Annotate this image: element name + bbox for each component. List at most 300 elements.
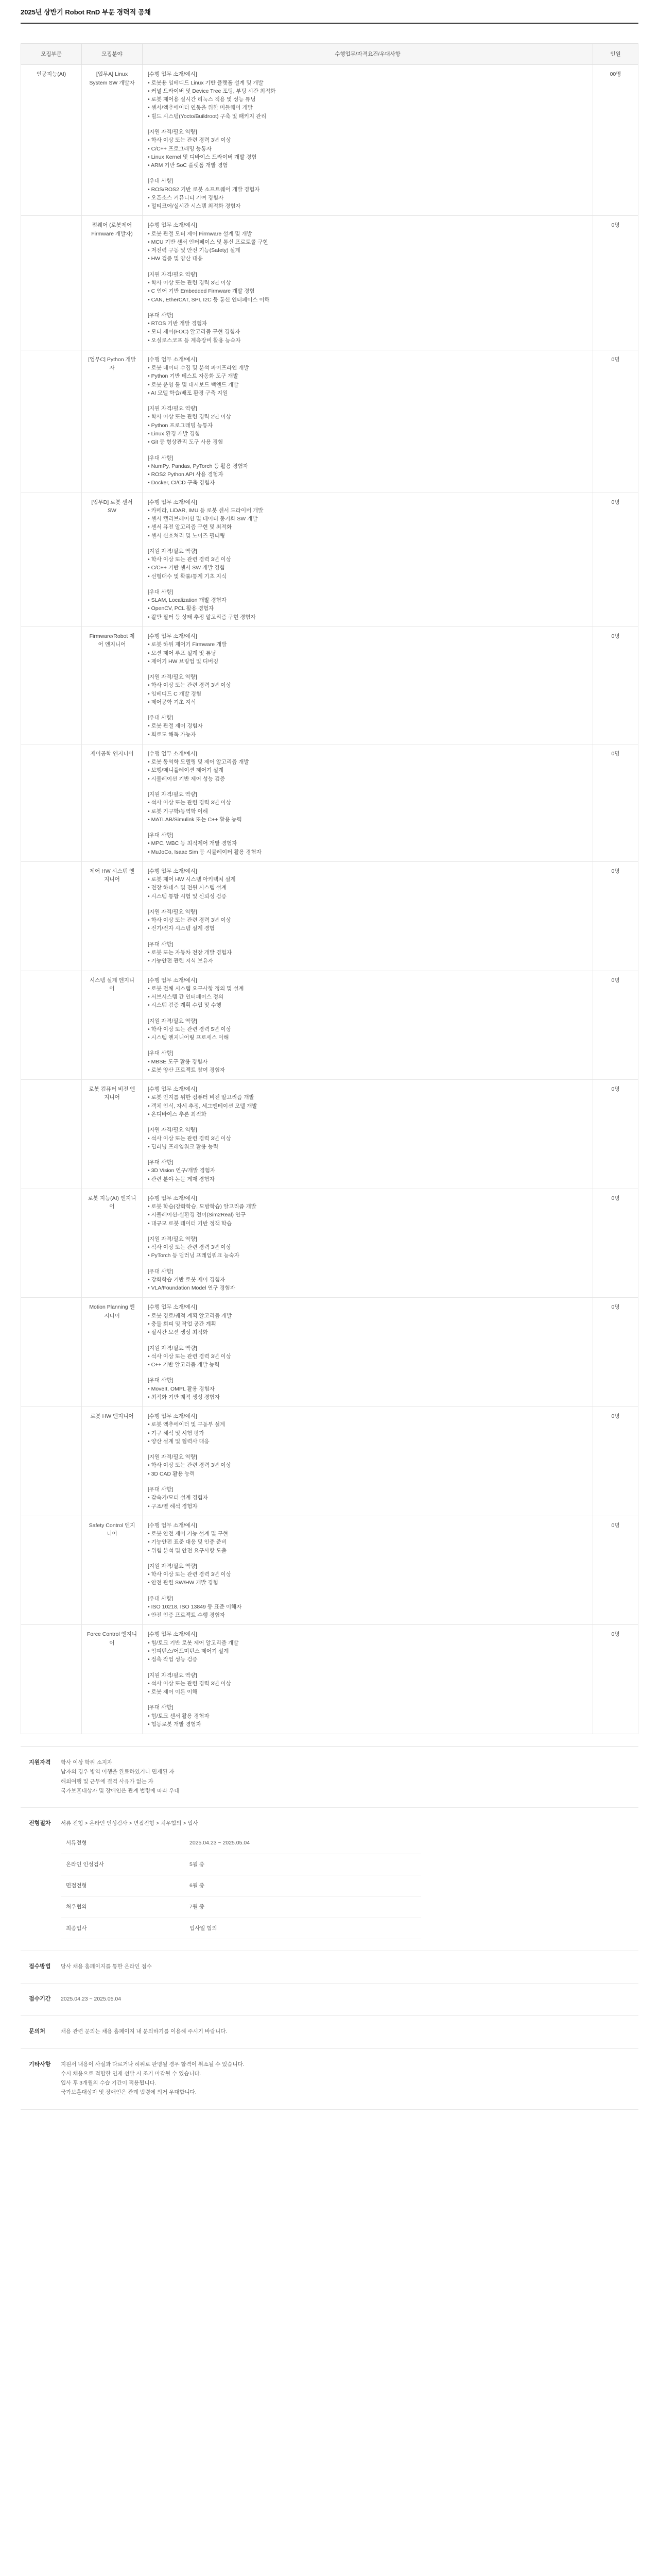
description-line: • 로봇 학습(강화학습, 모방학습) 알고리즘 개발 xyxy=(148,1204,256,1210)
process-schedule: 2025.04.23 ~ 2025.05.04 xyxy=(184,1833,421,1854)
section-line: 남자의 경우 병역 이행을 완료하였거나 면제된 자 xyxy=(61,1769,175,1775)
job-table-body xyxy=(21,65,638,1734)
description-line: • 로봇 제어 이론 이해 xyxy=(148,1689,198,1696)
description-line: • C 언어 기반 Embedded Firmware 개발 경험 xyxy=(148,288,255,295)
cell-job: 로봇 HW 엔지니어 xyxy=(82,1407,143,1516)
process-schedule: 6월 중 xyxy=(184,1875,421,1896)
description-line: • Linux Kernel 및 디바이스 드라이버 개발 경험 xyxy=(148,154,257,160)
section-period xyxy=(21,1984,638,2016)
section-label: 접수방법 xyxy=(29,1963,51,1970)
description-line: • 실시간 모션 생성 최적화 xyxy=(148,1329,208,1336)
description-line: [지원 자격/필요 역량] xyxy=(148,1127,197,1133)
process-flow: 서류 전형 > 온라인 인성검사 > 면접전형 > 처우협의 > 입사 xyxy=(61,1820,198,1827)
description-line: • 로봇 기구학/동역학 이해 xyxy=(148,808,208,815)
description-line: [우대 사항] xyxy=(148,1159,174,1166)
description-line: • MuJoCo, Isaac Sim 등 시뮬레이터 활용 경험자 xyxy=(148,849,262,855)
description-line: • 로봇 제어 HW 시스템 아키텍처 설계 xyxy=(148,876,236,883)
table-row xyxy=(21,861,638,971)
description-line: • 센서 신호처리 및 노이즈 필터링 xyxy=(148,532,226,539)
description-line: [지원 자격/필요 역량] xyxy=(148,1672,197,1679)
table-row xyxy=(21,1625,638,1734)
description-line: [수행 업무 소개/예시] xyxy=(148,1304,197,1311)
description-line: • MATLAB/Simulink 또는 C++ 활용 능력 xyxy=(148,816,242,823)
description-line: [수행 업무 소개/예시] xyxy=(148,71,197,78)
table-row xyxy=(21,1407,638,1516)
cell-category xyxy=(21,971,82,1080)
description-line: • NumPy, Pandas, PyTorch 등 활용 경험자 xyxy=(148,463,249,469)
description-line: • 학사 이상 또는 관련 경력 3년 이상 xyxy=(148,279,231,286)
cell-job: Firmware/Robot 제어 엔지니어 xyxy=(82,627,143,744)
description-line: • 로봇 인지를 위한 컴퓨터 비전 알고리즘 개발 xyxy=(148,1094,254,1101)
description-line: • 보행/매니퓰레이션 제어기 설계 xyxy=(148,767,224,774)
process-step: 서류전형 xyxy=(61,1833,184,1854)
description-line xyxy=(148,1151,587,1158)
cell-category xyxy=(21,627,82,744)
process-row xyxy=(61,1918,421,1939)
section-label: 전형절차 xyxy=(29,1820,51,1827)
description-line: • 충돌 회피 및 작업 공간 계획 xyxy=(148,1321,216,1328)
cell-description xyxy=(143,627,593,744)
description-line: • 로봇용 임베디드 Linux 기반 플랫폼 설계 및 개발 xyxy=(148,79,264,86)
cell-category xyxy=(21,1080,82,1189)
description-line xyxy=(148,121,587,128)
description-line: • 객체 인식, 자세 추정, 세그멘테이션 모델 개발 xyxy=(148,1103,257,1109)
description-line: [우대 사항] xyxy=(148,1377,174,1384)
description-line: • 로봇 액추에이터 및 구동부 설계 xyxy=(148,1421,226,1428)
description-line xyxy=(148,1587,587,1595)
description-line: • 커널 드라이버 및 Device Tree 포팅, 부팅 시간 최적화 xyxy=(148,88,276,94)
cell-description xyxy=(143,861,593,971)
description-line: [우대 사항] xyxy=(148,1486,174,1493)
description-line: • 카메라, LiDAR, IMU 등 로봇 센서 드라이버 개발 xyxy=(148,507,264,514)
description-line: • 로봇 관절 모터 제어 Firmware 설계 및 개발 xyxy=(148,230,252,237)
description-line: • C/C++ 기반 센서 SW 개발 경험 xyxy=(148,565,225,571)
description-line: • 힘/토크 기반 로봇 제어 알고리즘 개발 xyxy=(148,1639,239,1646)
cell-description xyxy=(143,1298,593,1407)
description-line xyxy=(148,706,587,714)
description-line: • 석사 이상 또는 관련 경력 3년 이상 xyxy=(148,800,231,806)
description-line: • HW 검증 및 양산 대응 xyxy=(148,256,203,262)
section-body xyxy=(61,2060,638,2098)
description-line: [수행 업무 소개/예시] xyxy=(148,356,197,363)
description-line xyxy=(148,933,587,940)
cell-headcount: 0명 xyxy=(593,1407,638,1516)
description-line: • 학사 이상 또는 관련 경력 3년 이상 xyxy=(148,1571,231,1578)
description-line: • 로봇 동역학 모델링 및 제어 알고리즘 개발 xyxy=(148,759,249,766)
description-line xyxy=(148,1478,587,1485)
description-line: • 석사 이상 또는 관련 경력 3년 이상 xyxy=(148,1135,231,1142)
description-line: • 로봇 관절 제어 경험자 xyxy=(148,723,203,730)
description-line xyxy=(148,1228,587,1235)
description-line: • 로봇 경로/궤적 계획 알고리즘 개발 xyxy=(148,1312,232,1319)
cell-headcount: 0명 xyxy=(593,627,638,744)
cell-job: 제어공학 엔지니어 xyxy=(82,744,143,861)
section-body xyxy=(61,1962,638,1972)
section-line: 채용 관련 문의는 채용 홈페이지 내 문의하기를 이용해 주시기 바랍니다. xyxy=(61,2028,228,2035)
description-line: [우대 사항] xyxy=(148,588,174,595)
description-line: • 강화학습 기반 로봇 제어 경험자 xyxy=(148,1276,226,1283)
description-line xyxy=(148,397,587,404)
description-line xyxy=(148,1010,587,1017)
description-line: [수행 업무 소개/예시] xyxy=(148,499,197,505)
cell-category xyxy=(21,350,82,493)
description-line: [지원 자격/필요 역량] xyxy=(148,548,197,554)
section-line: 당사 채용 홈페이지를 통한 온라인 접수 xyxy=(61,1963,152,1970)
process-schedule: 7월 중 xyxy=(184,1896,421,1918)
section-body xyxy=(61,1758,638,1796)
description-line xyxy=(148,1118,587,1126)
description-line: • 3D CAD 활용 능력 xyxy=(148,1470,195,1477)
description-line: [수행 업무 소개/예시] xyxy=(148,1413,197,1420)
description-line: [우대 사항] xyxy=(148,715,174,721)
section-label: 지원자격 xyxy=(29,1759,51,1766)
description-line: • 서브시스템 간 인터페이스 정의 xyxy=(148,994,224,1001)
description-line: • 구조/열 해석 경험자 xyxy=(148,1503,198,1510)
description-line: • 모터 제어(FOC) 알고리즘 구현 경험자 xyxy=(148,329,240,335)
description-line: [우대 사항] xyxy=(148,1704,174,1711)
cell-description xyxy=(143,65,593,216)
description-line: • MPC, WBC 등 최적제어 개발 경험자 xyxy=(148,840,237,847)
process-schedule: 입사일 협의 xyxy=(184,1918,421,1939)
description-line: [수행 업무 소개/예시] xyxy=(148,750,197,757)
description-line: [지원 자격/필요 역량] xyxy=(148,1345,197,1351)
description-line: • Linux 환경 개발 경험 xyxy=(148,430,200,437)
description-line: • 접촉 작업 성능 검증 xyxy=(148,1656,198,1663)
section-label: 문의처 xyxy=(29,2028,45,2035)
description-line: [수행 업무 소개/예시] xyxy=(148,977,197,984)
description-line: • 협동로봇 개발 경험자 xyxy=(148,1721,201,1727)
cell-job: Safety Control 엔지니어 xyxy=(82,1516,143,1625)
description-line: • 모션 제어 루프 설계 및 튜닝 xyxy=(148,650,216,656)
description-line xyxy=(148,1042,587,1049)
description-line: • 온디바이스 추론 최적화 xyxy=(148,1111,206,1117)
description-line: • 로봇 전체 시스템 요구사항 정의 및 설계 xyxy=(148,985,244,992)
process-step: 최종입사 xyxy=(61,1918,184,1939)
description-line: • ARM 기반 SoC 플랫폼 개발 경험 xyxy=(148,162,228,169)
header-headcount: 인원 xyxy=(593,44,638,65)
cell-category: 인공지능(AI) xyxy=(21,65,82,216)
header-description: 수행업무/자격요건/우대사항 xyxy=(143,44,593,65)
section-line: 학사 이상 학위 소지자 xyxy=(61,1759,113,1766)
description-line: • 위험 분석 및 안전 요구사항 도출 xyxy=(148,1547,227,1554)
cell-description xyxy=(143,744,593,861)
table-row xyxy=(21,216,638,350)
table-row xyxy=(21,493,638,626)
description-line: • 학사 이상 또는 관련 경력 5년 이상 xyxy=(148,1026,231,1032)
job-table-header xyxy=(21,44,638,65)
process-row xyxy=(61,1896,421,1918)
cell-category xyxy=(21,744,82,861)
description-line: • Docker, CI/CD 구축 경험자 xyxy=(148,480,215,486)
description-line xyxy=(148,304,587,311)
description-line: • 회로도 해독 가능자 xyxy=(148,731,196,738)
description-line: • 기능안전 표준 대응 및 인증 준비 xyxy=(148,1539,227,1546)
process-row xyxy=(61,1875,421,1896)
description-line: • MCU 기반 센서 인터페이스 및 통신 프로토콜 구현 xyxy=(148,239,268,245)
description-line: [수행 업무 소개/예시] xyxy=(148,1631,197,1638)
description-line xyxy=(148,1664,587,1671)
description-line xyxy=(148,1369,587,1376)
cell-headcount: 0명 xyxy=(593,1080,638,1189)
table-row xyxy=(21,971,638,1080)
description-line: [지원 자격/필요 역량] xyxy=(148,405,197,412)
header-job: 모집분야 xyxy=(82,44,143,65)
description-line: • Python 기반 테스트 자동화 도구 개발 xyxy=(148,373,238,380)
cell-category xyxy=(21,1189,82,1298)
cell-headcount: 0명 xyxy=(593,971,638,1080)
description-line: • ROS/ROS2 기반 로봇 소프트웨어 개발 경험자 xyxy=(148,186,260,193)
description-line: • 관련 분야 논문 게재 경험자 xyxy=(148,1176,215,1182)
table-row xyxy=(21,1080,638,1189)
section-line: 국가보훈대상자 및 장애인은 관계 법령에 의거 우대합니다. xyxy=(61,2089,197,2096)
description-line: [우대 사항] xyxy=(148,312,174,318)
section-process xyxy=(21,1808,638,1951)
description-line xyxy=(148,1337,587,1344)
section-body xyxy=(61,1995,638,2004)
cell-category xyxy=(21,861,82,971)
section-line: 입사 후 3개월의 수습 기간이 적용됩니다. xyxy=(61,2080,157,2087)
description-line xyxy=(148,170,587,177)
table-row xyxy=(21,1516,638,1625)
description-line: [수행 업무 소개/예시] xyxy=(148,222,197,229)
description-line: • 시뮬레이션 기반 제어 성능 검증 xyxy=(148,775,226,782)
description-line xyxy=(148,1260,587,1267)
cell-description xyxy=(143,350,593,493)
job-table xyxy=(21,43,638,1734)
section-apply xyxy=(21,1951,638,1984)
process-schedule: 5월 중 xyxy=(184,1854,421,1875)
description-line: • 로봇 데이터 수집 및 분석 파이프라인 개발 xyxy=(148,365,249,371)
description-line xyxy=(148,824,587,831)
section-contact xyxy=(21,2016,638,2048)
description-line: [지원 자격/필요 역량] xyxy=(148,674,197,681)
description-line: • 센서 퓨전 알고리즘 구현 및 최적화 xyxy=(148,524,232,531)
section-line: 수시 채용으로 적합한 인재 선발 시 조기 마감될 수 있습니다. xyxy=(61,2070,201,2077)
cell-description xyxy=(143,1189,593,1298)
description-line: • PyTorch 등 딥러닝 프레임워크 능숙자 xyxy=(148,1252,239,1259)
cell-job: Force Control 엔지니어 xyxy=(82,1625,143,1734)
description-line: • C/C++ 프로그래밍 능통자 xyxy=(148,145,212,152)
process-step: 처우협의 xyxy=(61,1896,184,1918)
recruit-info xyxy=(21,1747,638,2110)
cell-job: 펌웨어 (로봇제어 Firmware 개발자) xyxy=(82,216,143,350)
description-line: • 로봇 운영 툴 및 대시보드 백엔드 개발 xyxy=(148,381,239,388)
table-row xyxy=(21,1298,638,1407)
section-body xyxy=(61,2027,638,2037)
description-line: • 시뮬레이션-실환경 전이(Sim2Real) 연구 xyxy=(148,1212,246,1218)
description-line: [수행 업무 소개/예시] xyxy=(148,1195,197,1201)
description-line: [우대 사항] xyxy=(148,1595,174,1602)
description-line: • 임베디드 C 개발 경험 xyxy=(148,690,202,697)
description-line: [우대 사항] xyxy=(148,941,174,947)
description-line: [지원 자격/필요 역량] xyxy=(148,1235,197,1242)
description-line: • 시스템 검증 계획 수립 및 수행 xyxy=(148,1002,221,1009)
description-line: • 힘/토크 센서 활용 경험자 xyxy=(148,1713,210,1719)
description-line xyxy=(148,581,587,588)
cell-headcount: 0명 xyxy=(593,744,638,861)
description-line: • Git 등 형상관리 도구 사용 경험 xyxy=(148,439,223,446)
cell-category xyxy=(21,1516,82,1625)
process-row xyxy=(61,1854,421,1875)
cell-category xyxy=(21,216,82,350)
description-line: • 석사 이상 또는 관련 경력 3년 이상 xyxy=(148,1353,231,1360)
description-line: [지원 자격/필요 역량] xyxy=(148,791,197,798)
cell-job: 제어 HW 시스템 엔지니어 xyxy=(82,861,143,971)
table-row xyxy=(21,627,638,744)
cell-headcount: 0명 xyxy=(593,861,638,971)
description-line: • 기능안전 관련 지식 보유자 xyxy=(148,958,213,964)
cell-description xyxy=(143,1625,593,1734)
section-etc xyxy=(21,2049,638,2110)
description-line: [지원 자격/필요 역량] xyxy=(148,129,197,135)
process-row xyxy=(61,1833,421,1854)
description-line: [수행 업무 소개/예시] xyxy=(148,633,197,640)
section-line: 국가보훈대상자 및 장애인은 관계 법령에 따라 우대 xyxy=(61,1787,180,1794)
description-line: • 로봇 또는 자동차 전장 개발 경험자 xyxy=(148,949,232,956)
description-line: • 멀티코어/실시간 시스템 최적화 경험자 xyxy=(148,203,241,210)
description-line xyxy=(148,1696,587,1703)
section-line: 해외여행 및 근무에 결격 사유가 없는 자 xyxy=(61,1778,153,1785)
page-title: 2025년 상반기 Robot RnD 부문 경력직 공채 xyxy=(21,5,638,24)
description-line: • 학사 이상 또는 관련 경력 3년 이상 xyxy=(148,917,231,924)
description-line: • 전기/전자 시스템 설계 경험 xyxy=(148,925,215,932)
description-line: [우대 사항] xyxy=(148,832,174,839)
cell-description xyxy=(143,493,593,626)
description-line: [수행 업무 소개/예시] xyxy=(148,868,197,874)
description-line: [지원 자격/필요 역량] xyxy=(148,1018,197,1024)
description-line: • 기구 해석 및 시험 평가 xyxy=(148,1430,204,1436)
description-line: [우대 사항] xyxy=(148,1050,174,1057)
description-line: [우대 사항] xyxy=(148,1268,174,1275)
description-line: • 학사 이상 또는 관련 경력 3년 이상 xyxy=(148,1462,231,1469)
description-line: [지원 자격/필요 역량] xyxy=(148,1454,197,1461)
description-line: • 학사 이상 또는 관련 경력 3년 이상 xyxy=(148,556,231,563)
cell-job: [업무D] 로봇 센서 SW xyxy=(82,493,143,626)
description-line: • 감속기/모터 설계 경험자 xyxy=(148,1495,208,1501)
description-line: • 석사 이상 또는 관련 경력 3년 이상 xyxy=(148,1244,231,1251)
cell-description xyxy=(143,971,593,1080)
description-line: • 센서 캘리브레이션 및 데이터 동기화 SW 개발 xyxy=(148,516,258,522)
table-row xyxy=(21,65,638,216)
description-line: • Python 프로그래밍 능통자 xyxy=(148,422,213,429)
description-line: • CAN, EtherCAT, SPI, I2C 등 통신 인터페이스 이해 xyxy=(148,296,270,303)
description-line: [수행 업무 소개/예시] xyxy=(148,1522,197,1529)
description-line: [지원 자격/필요 역량] xyxy=(148,1563,197,1569)
description-line: • 시스템 통합 시험 및 신뢰성 검증 xyxy=(148,893,227,900)
cell-job: 로봇 컴퓨터 비전 엔지니어 xyxy=(82,1080,143,1189)
description-line: • 최적화 기반 궤적 생성 경험자 xyxy=(148,1394,220,1400)
section-label: 기타사항 xyxy=(29,2061,51,2067)
description-line: • 오실로스코프 등 계측장비 활용 능숙자 xyxy=(148,337,241,344)
description-line: • 학사 이상 또는 관련 경력 3년 이상 xyxy=(148,682,231,689)
description-line: • ROS2 Python API 사용 경험자 xyxy=(148,471,223,478)
cell-headcount: 0명 xyxy=(593,1298,638,1407)
description-line: • 칼만 필터 등 상태 추정 알고리즘 구현 경험자 xyxy=(148,614,256,620)
cell-headcount: 0명 xyxy=(593,216,638,350)
description-line: • RTOS 기반 개발 경험자 xyxy=(148,320,207,327)
description-line: • 로봇 제어용 실시간 리눅스 적용 및 성능 튜닝 xyxy=(148,96,256,103)
description-line: • AI 모델 학습/배포 환경 구축 지원 xyxy=(148,389,228,396)
table-row xyxy=(21,350,638,493)
description-line xyxy=(148,783,587,790)
cell-description xyxy=(143,1080,593,1189)
cell-job: [업무C] Python 개발자 xyxy=(82,350,143,493)
description-line: • 빌드 시스템(Yocto/Buildroot) 구축 및 패키지 관리 xyxy=(148,113,267,120)
cell-description xyxy=(143,1516,593,1625)
description-line: • 석사 이상 또는 관련 경력 3년 이상 xyxy=(148,1680,231,1687)
description-line: [수행 업무 소개/예시] xyxy=(148,1086,197,1093)
description-line: • MBSE 도구 활용 경험자 xyxy=(148,1058,208,1065)
cell-description xyxy=(143,216,593,350)
description-line: • 제어공학 기초 지식 xyxy=(148,699,196,705)
description-line xyxy=(148,540,587,547)
description-line xyxy=(148,447,587,454)
description-line: • 임피던스/어드미턴스 제어기 설계 xyxy=(148,1648,229,1654)
description-line: • 오픈소스 커뮤니티 기여 경험자 xyxy=(148,194,224,201)
cell-headcount: 0명 xyxy=(593,1516,638,1625)
description-line: • 전장 하네스 및 전원 시스템 설계 xyxy=(148,885,227,891)
description-line xyxy=(148,666,587,673)
description-line: • 양산 설계 및 협력사 대응 xyxy=(148,1438,210,1445)
description-line: • MoveIt, OMPL 활용 경험자 xyxy=(148,1385,215,1392)
description-line: [지원 자격/필요 역량] xyxy=(148,271,197,278)
cell-category xyxy=(21,1625,82,1734)
description-line: • ISO 10218, ISO 13849 등 표준 이해자 xyxy=(148,1603,242,1610)
cell-category xyxy=(21,493,82,626)
description-line: • 대규모 로봇 데이터 기반 정책 학습 xyxy=(148,1220,232,1227)
description-line: • 학사 이상 또는 관련 경력 3년 이상 xyxy=(148,137,231,144)
description-line: • 3D Vision 연구/개발 경험자 xyxy=(148,1167,216,1174)
cell-job: [업무A] Linux System SW 개발자 xyxy=(82,65,143,216)
description-line: • 안전 인증 프로젝트 수행 경험자 xyxy=(148,1612,226,1619)
section-label: 접수기간 xyxy=(29,1996,51,2003)
cell-category xyxy=(21,1298,82,1407)
description-line: • 센서/액추에이터 연동을 위한 미들웨어 개발 xyxy=(148,105,253,111)
description-line: [지원 자격/필요 역량] xyxy=(148,908,197,915)
process-table xyxy=(61,1833,421,1939)
description-line: • C++ 기반 알고리즘 개발 능력 xyxy=(148,1362,220,1368)
cell-description xyxy=(143,1407,593,1516)
description-line xyxy=(148,901,587,908)
description-line: • 제어기 HW 브링업 및 디버깅 xyxy=(148,658,219,665)
table-row xyxy=(21,744,638,861)
cell-headcount: 0명 xyxy=(593,493,638,626)
description-line: • OpenCV, PCL 활용 경험자 xyxy=(148,605,214,612)
description-line: • 로봇 안전 제어 기능 설계 및 구현 xyxy=(148,1531,228,1537)
cell-job: 시스템 설계 엔지니어 xyxy=(82,971,143,1080)
cell-headcount: 0명 xyxy=(593,350,638,493)
cell-headcount: 0명 xyxy=(593,1189,638,1298)
description-line: • 로봇 하위 제어기 Firmware 개발 xyxy=(148,641,227,648)
section-body xyxy=(61,1819,638,1939)
cell-headcount: 0명 xyxy=(593,1625,638,1734)
description-line: • 안전 관련 SW/HW 개발 경험 xyxy=(148,1580,218,1586)
description-line: • 학사 이상 또는 관련 경력 2년 이상 xyxy=(148,414,231,420)
process-step: 온라인 인성검사 xyxy=(61,1854,184,1875)
description-line: • VLA/Foundation Model 연구 경험자 xyxy=(148,1285,235,1292)
cell-category xyxy=(21,1407,82,1516)
header-category: 모집부문 xyxy=(21,44,82,65)
cell-headcount: 00명 xyxy=(593,65,638,216)
description-line: • 로봇 양산 프로젝트 참여 경험자 xyxy=(148,1066,226,1073)
description-line: • 딥러닝 프레임워크 활용 능력 xyxy=(148,1143,219,1150)
description-line: • 시스템 엔지니어링 프로세스 이해 xyxy=(148,1035,229,1041)
process-step: 면접전형 xyxy=(61,1875,184,1896)
description-line xyxy=(148,1555,587,1562)
description-line xyxy=(148,263,587,270)
cell-job: Motion Planning 엔지니어 xyxy=(82,1298,143,1407)
section-qualification xyxy=(21,1747,638,1808)
